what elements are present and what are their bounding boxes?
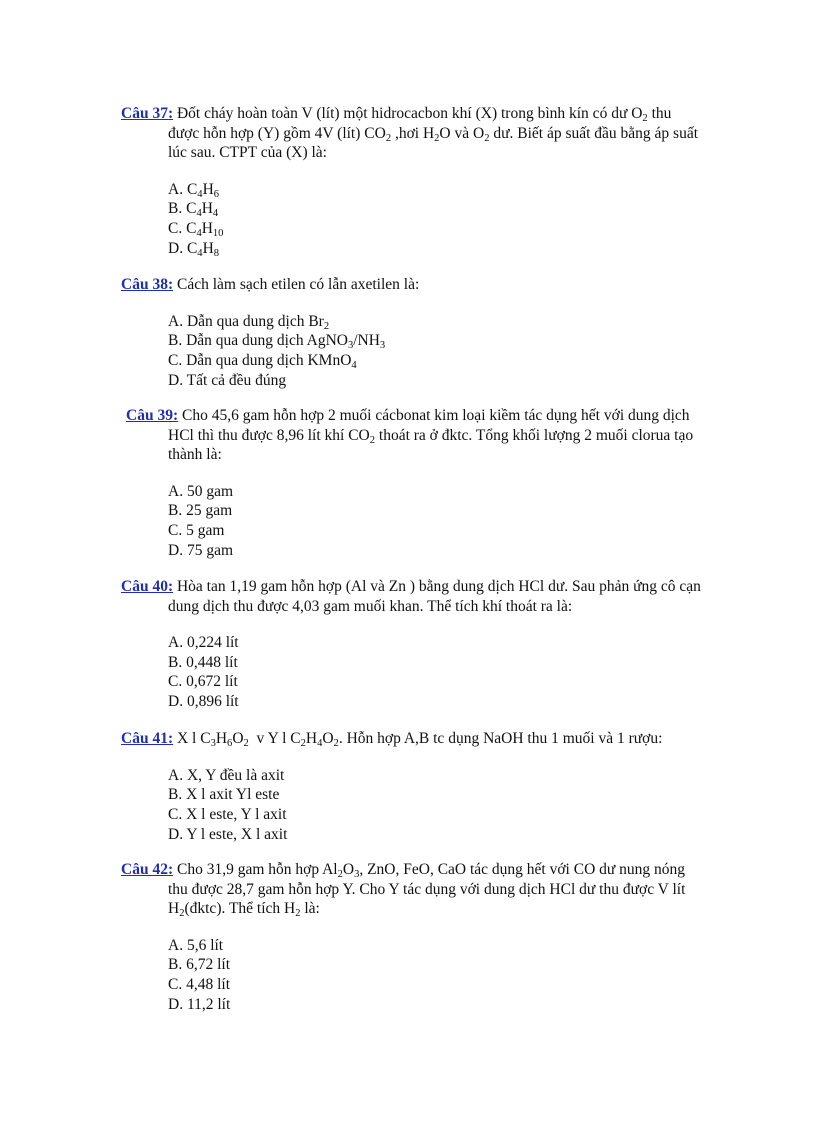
answer-option-b: B. $C_4H_4$ [168, 200, 219, 220]
answer-option-d: D. 11,2 lít [168, 995, 231, 1013]
question-label: Câu 42: [121, 861, 174, 878]
question-stem [121, 104, 701, 163]
question-text: X l $C_3H_6O_2$ v Y l $C_2H_4O_2$. Hỗn hợp A,B tc dụng NaOH thu 1 muối và 1 rượu: [176, 730, 663, 749]
question-stem [121, 577, 701, 616]
question-label: Câu 40: [121, 578, 174, 595]
answer-options [126, 482, 706, 561]
answer-option-d: D. Tất cả đều đúng [168, 371, 287, 389]
question-stem [121, 275, 701, 295]
answer-option-c: C. 0,672 lít [168, 673, 238, 691]
question-42 [121, 860, 701, 1014]
answer-options [121, 312, 701, 391]
answer-options [121, 766, 741, 845]
answer-options [121, 633, 701, 712]
question-label: Câu 41: [121, 730, 174, 747]
question-text: Hòa tan 1,19 gam hỗn hợp (Al và Zn ) bằng dung dịch HCl dư. Sau phản ứng cô cạn dung dịch thu được 4,03 gam muối khan. Thể tích khí thoát ra là: [168, 578, 701, 615]
answer-options [121, 180, 701, 259]
answer-option-d: D. 75 gam [168, 541, 234, 559]
answer-option-b: B. 0,448 lít [168, 653, 238, 671]
question-41 [121, 729, 741, 844]
answer-option-a: A. 5,6 lít [168, 936, 224, 954]
answer-option-b: B. 25 gam [168, 502, 233, 520]
answer-option-d: D. 0,896 lít [168, 693, 239, 711]
answer-option-a: A. $C_4H_6$ [168, 180, 220, 200]
answer-option-c: C. Dẫn qua dung dịch KMnO$_4$ [168, 351, 357, 371]
answer-option-c: C. X l este, Y l axit [168, 805, 287, 823]
answer-option-a: A. 50 gam [168, 482, 234, 500]
question-label: Câu 39: [126, 407, 179, 424]
question-text: Đốt cháy hoàn toàn V (lít) một hidrocacbon khí (X) trong bình kín có dư $O_2$ thu được hỗn hợp (Y) gồm 4V (lít) $CO_2$ ,hơi $H_2O$ và $O_2$ dư. Biết áp suất đầu bằng áp suất lúc sau. CTPT của (X) là: [168, 105, 699, 161]
question-stem [121, 860, 701, 919]
question-39 [126, 406, 706, 560]
question-label: Câu 38: [121, 276, 174, 293]
answer-option-a: A. 0,224 lít [168, 634, 239, 651]
answer-option-b: B. X l axit Yl este [168, 786, 280, 804]
question-stem [121, 729, 741, 749]
answer-option-d: D. Y l este, X l axit [168, 825, 288, 843]
answer-option-a: A. X, Y đều là axit [168, 766, 285, 784]
question-text: Cho 31,9 gam hỗn hợp $Al_2O_3$, ZnO, FeO, CaO tác dụng hết với CO dư nung nóng thu được 28,7 gam hỗn hợp Y. Cho Y tác dụng với dung dịch HCl dư thu được V lít $H_2(đktc)$. Thể tích $H_2$ là: [168, 861, 686, 919]
question-37 [121, 104, 701, 258]
question-text: Cách làm sạch etilen có lẫn axetilen là: [176, 276, 420, 293]
question-stem [126, 406, 706, 465]
question-label: Câu 37: [121, 105, 174, 122]
answer-option-b: B. 6,72 lít [168, 956, 231, 974]
answer-option-c: C. 4,48 lít [168, 975, 231, 993]
question-text: Cho 45,6 gam hỗn hợp 2 muối cácbonat kim loại kiềm tác dụng hết với dung dịch HCl thì thu được 8,96 lít khí $CO_2$ thoát ra ở đktc. Tổng khối lượng 2 muối clorua tạo thành là: [168, 407, 694, 463]
answer-option-b: B. Dẫn qua dung dịch $AgNO_3/NH_3$ [168, 332, 386, 352]
question-38 [121, 275, 701, 390]
question-40 [121, 577, 701, 712]
answer-option-a: A. Dẫn qua dung dịch $Br_2$ [168, 312, 330, 332]
answer-option-c: C. $C_4H_{10}$ [168, 219, 224, 239]
answer-option-c: C. 5 gam [168, 521, 225, 539]
answer-options [121, 936, 701, 1015]
answer-option-d: D. $C_4H_8$ [168, 239, 220, 259]
